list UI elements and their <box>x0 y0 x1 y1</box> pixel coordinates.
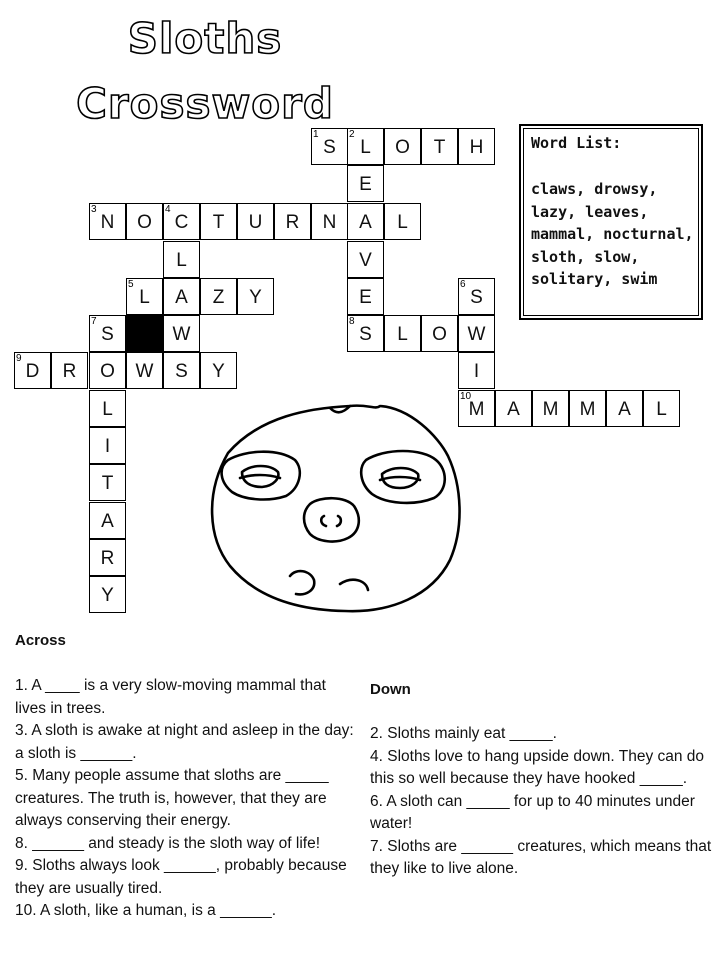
crossword-cell[interactable] <box>163 352 200 389</box>
clue-item: 1. A ____ is a very slow-moving mammal that lives in trees. <box>15 677 326 717</box>
cell-letter: T <box>101 473 114 494</box>
crossword-cell[interactable] <box>89 203 126 240</box>
clue-item: 10. A sloth, like a human, is a ______. <box>15 902 277 919</box>
clue-number: 7 <box>91 316 97 327</box>
word-list-words: claws, drowsy, lazy, leaves, mammal, nocturnal, sloth, slow, solitary, swim <box>531 180 694 288</box>
clue-item: 8. ______ and steady is the sloth way of life! <box>15 834 321 852</box>
left-eyelid <box>240 475 280 478</box>
cell-letter: U <box>248 212 263 233</box>
crossword-cell[interactable] <box>347 241 384 278</box>
clue-item: 6. A sloth can _____ for up to 40 minutes under water! <box>370 792 695 832</box>
crossword-cell[interactable] <box>606 390 643 427</box>
cell-letter: A <box>175 287 188 308</box>
cell-letter: L <box>397 212 408 233</box>
cell-letter: M <box>579 399 596 420</box>
cell-letter: D <box>25 361 40 382</box>
crossword-cell[interactable] <box>274 203 311 240</box>
clue-number: 10 <box>460 391 472 402</box>
crossword-cell[interactable] <box>347 128 384 165</box>
puzzle-title-line-1: Sloths <box>127 14 283 63</box>
crossword-cell[interactable] <box>347 203 384 240</box>
cell-letter: R <box>100 548 115 569</box>
cell-letter: R <box>285 212 300 233</box>
cell-letter: S <box>175 361 188 382</box>
clue-number: 8 <box>349 316 355 327</box>
cell-letter: N <box>100 212 115 233</box>
cell-letter: A <box>359 212 372 233</box>
clue-item: 2. Sloths mainly eat _____. <box>370 725 557 742</box>
cell-letter: O <box>432 324 447 345</box>
cell-letter: O <box>395 137 410 158</box>
crossword-cell[interactable] <box>237 203 274 240</box>
crossword-cell[interactable] <box>347 315 384 352</box>
crossword-cell[interactable] <box>384 203 421 240</box>
right-eyelid <box>380 477 420 480</box>
cell-letter: L <box>139 287 150 308</box>
crossword-cell[interactable] <box>421 315 458 352</box>
cheek-patch-left <box>290 571 314 594</box>
cell-letter: L <box>656 399 667 420</box>
clue-item: 9. Sloths always look ______, probably because they are usually tired. <box>15 857 347 897</box>
clue-number: 2 <box>349 129 355 140</box>
cheek-patch-right <box>340 580 368 590</box>
clue-item: 5. Many people assume that sloths are _____ creatures. The truth is, however, that they are always conserving their energy. <box>15 767 329 829</box>
nose <box>304 498 359 541</box>
clue-item: 7. Sloths are ______ creatures, which means that they like to live alone. <box>370 837 712 877</box>
clue-number: 5 <box>128 279 134 290</box>
cell-letter: T <box>433 137 446 158</box>
crossword-cell[interactable] <box>311 128 348 165</box>
crossword-cell[interactable] <box>163 203 200 240</box>
word-list-box <box>519 124 703 320</box>
cell-letter: A <box>507 399 520 420</box>
cell-letter: R <box>62 361 77 382</box>
crossword-cell[interactable] <box>89 576 126 613</box>
cell-letter: W <box>467 324 486 345</box>
cell-letter: H <box>469 137 484 158</box>
down-heading: Down <box>370 681 411 698</box>
cell-letter: S <box>359 324 372 345</box>
crossword-cell[interactable] <box>458 128 495 165</box>
crossword-cell[interactable] <box>495 390 532 427</box>
crossword-cell[interactable] <box>384 315 421 352</box>
clue-item: 3. A sloth is awake at night and asleep in the day: a sloth is ______. <box>15 722 354 762</box>
crossword-cell[interactable] <box>126 352 163 389</box>
right-nostril <box>337 516 341 526</box>
crossword-cell[interactable] <box>458 315 495 352</box>
crossword-cell[interactable] <box>347 165 384 202</box>
cell-letter: I <box>473 361 480 382</box>
cell-letter: T <box>212 212 225 233</box>
cell-letter: W <box>135 361 154 382</box>
cell-letter: E <box>359 287 372 308</box>
cell-letter: O <box>100 361 115 382</box>
crossword-cell[interactable] <box>89 352 126 389</box>
cell-letter: L <box>102 399 113 420</box>
cell-letter: S <box>323 137 336 158</box>
cell-letter: S <box>101 324 114 345</box>
cell-letter: L <box>176 250 187 271</box>
crossword-cell[interactable] <box>126 278 163 315</box>
cell-letter: A <box>618 399 631 420</box>
crossword-cell[interactable] <box>569 390 606 427</box>
cell-letter: M <box>468 399 485 420</box>
across-heading: Across <box>15 632 66 649</box>
crossword-cell[interactable] <box>200 352 237 389</box>
across-clues <box>15 675 360 923</box>
crossword-cell[interactable] <box>311 203 348 240</box>
crossword-cell[interactable] <box>163 241 200 278</box>
crossword-cell[interactable] <box>163 315 200 352</box>
cell-letter: L <box>360 137 371 158</box>
crossword-cell[interactable] <box>643 390 680 427</box>
cell-letter: W <box>172 324 191 345</box>
crossword-cell[interactable] <box>421 128 458 165</box>
crossword-cell[interactable] <box>89 390 126 427</box>
face-outline <box>212 406 459 612</box>
crossword-cell[interactable] <box>14 352 51 389</box>
cell-letter: I <box>104 436 111 457</box>
clue-item: 4. Sloths love to hang upside down. They can do this so well because they have hooked _____. <box>370 747 705 787</box>
cell-letter: Z <box>212 287 225 308</box>
crossword-cell[interactable] <box>458 352 495 389</box>
crossword-cell[interactable] <box>458 278 495 315</box>
crossword-cell[interactable] <box>89 315 126 352</box>
crossword-cell[interactable] <box>51 352 88 389</box>
blocked-cell <box>126 315 163 352</box>
crossword-cell[interactable] <box>163 278 200 315</box>
crossword-cell[interactable] <box>237 278 274 315</box>
cell-letter: N <box>322 212 337 233</box>
crossword-cell[interactable] <box>200 278 237 315</box>
clue-number: 4 <box>165 204 171 215</box>
crossword-cell[interactable] <box>384 128 421 165</box>
crossword-cell[interactable] <box>89 464 126 501</box>
cell-letter: V <box>359 250 372 271</box>
crossword-cell[interactable] <box>347 278 384 315</box>
cell-letter: Y <box>212 361 225 382</box>
cell-letter: C <box>174 212 189 233</box>
cell-letter: L <box>397 324 408 345</box>
cell-letter: E <box>359 174 372 195</box>
clue-number: 9 <box>16 353 22 364</box>
cell-letter: S <box>470 287 483 308</box>
left-nostril <box>321 516 326 526</box>
word-list-title: Word List: <box>531 134 622 152</box>
cell-letter: Y <box>249 287 262 308</box>
crossword-cell[interactable] <box>89 427 126 464</box>
cell-letter: A <box>101 511 114 532</box>
sloth-face-illustration <box>200 398 470 623</box>
puzzle-title-line-2: Crossword <box>76 79 334 128</box>
cell-letter: Y <box>101 585 114 606</box>
crossword-cell[interactable] <box>126 203 163 240</box>
clue-number: 3 <box>91 204 97 215</box>
cell-letter: O <box>137 212 152 233</box>
crossword-cell[interactable] <box>532 390 569 427</box>
cell-letter: M <box>542 399 559 420</box>
clue-number: 6 <box>460 279 466 290</box>
crossword-cell[interactable] <box>89 539 126 576</box>
clue-number: 1 <box>313 129 319 140</box>
down-clues <box>370 723 715 881</box>
crossword-cell[interactable] <box>200 203 237 240</box>
crossword-cell[interactable] <box>89 502 126 539</box>
